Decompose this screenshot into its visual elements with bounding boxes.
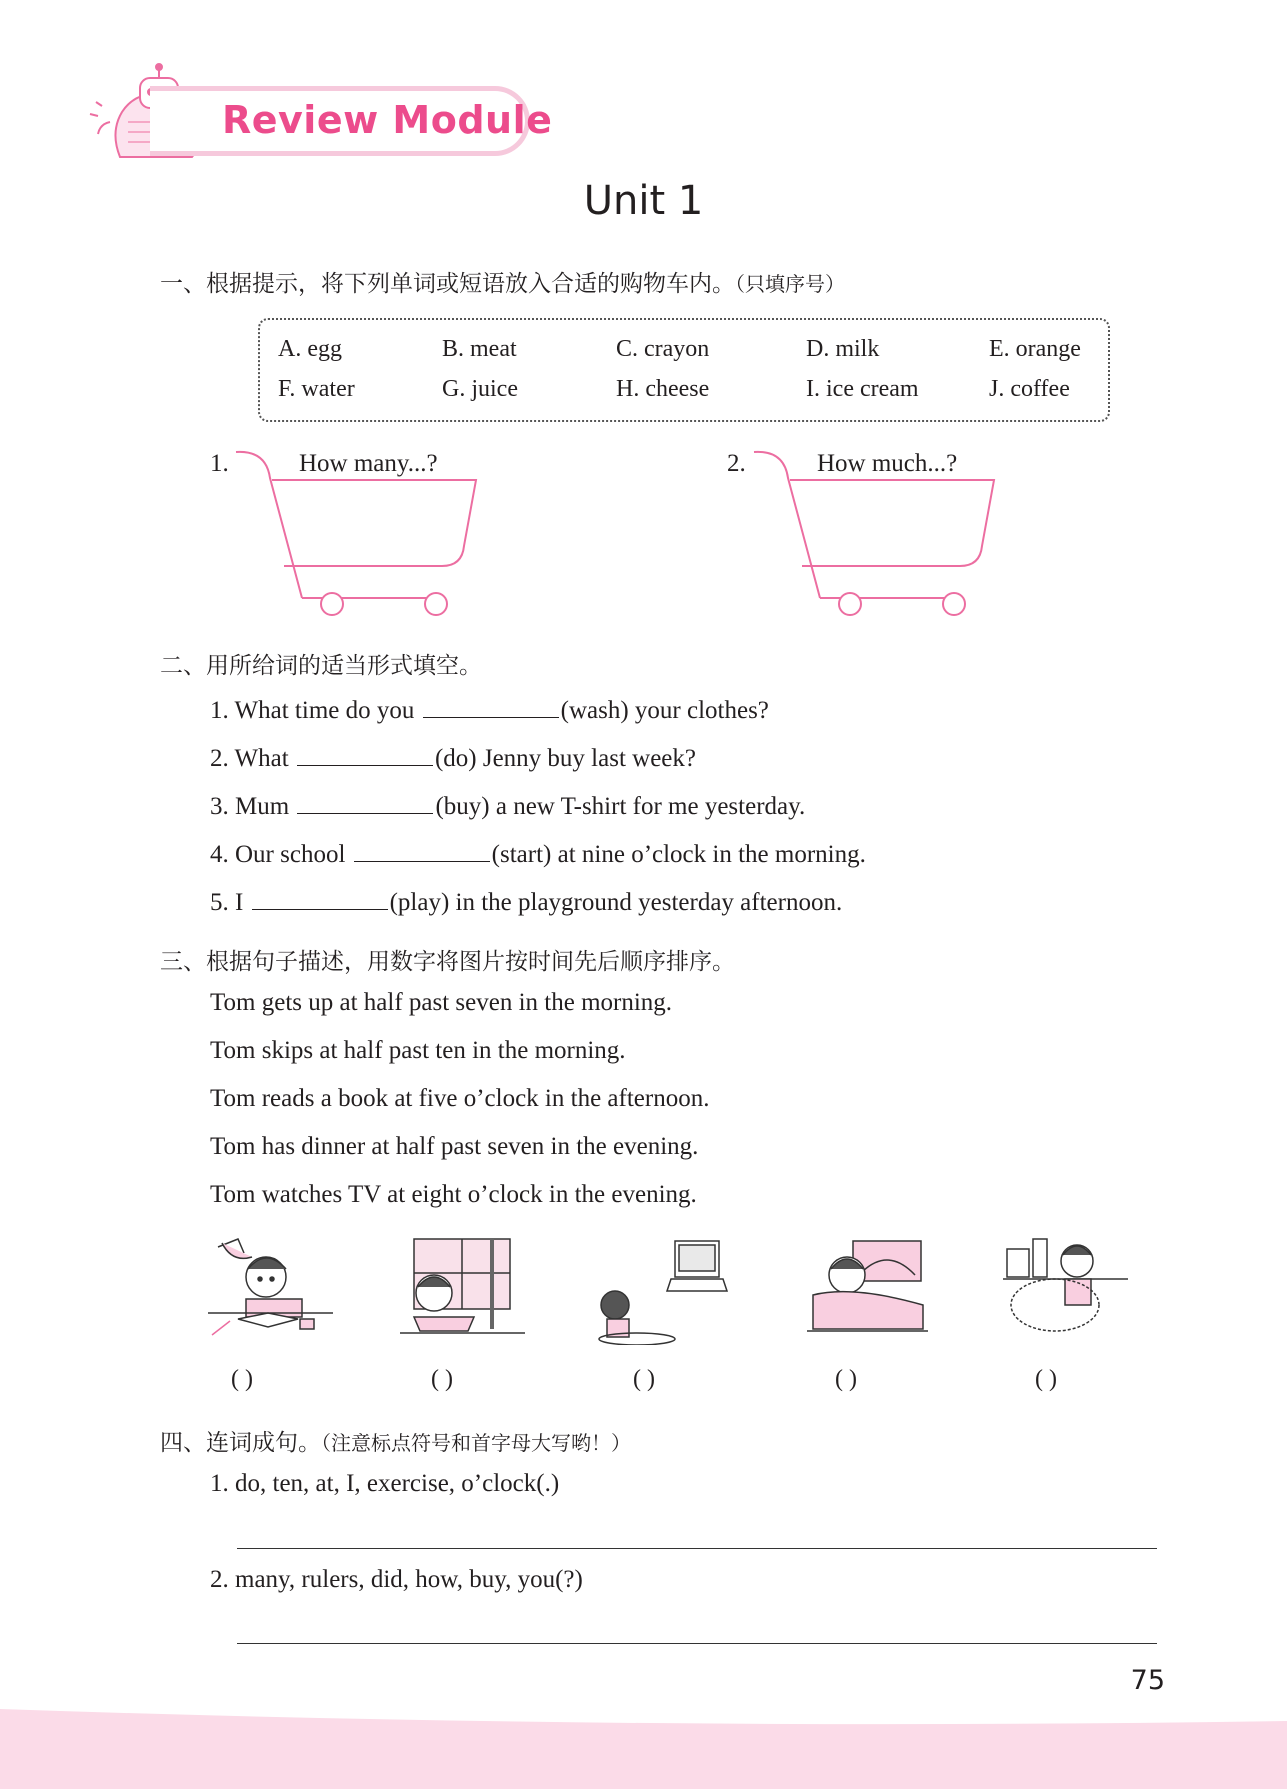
- sentence-item: 1. do, ten, at, I, exercise, o’clock(.): [210, 1470, 560, 1497]
- sequence-sentence: Tom skips at half past ten in the morning.: [210, 1037, 626, 1064]
- banner-title: Review Module: [222, 98, 553, 142]
- section2-heading: [160, 647, 482, 680]
- cart-2-number: 2.: [727, 450, 746, 477]
- section3-heading: [160, 943, 735, 976]
- tom-getting-up-picture: [803, 1235, 933, 1345]
- fill-blank-item: 1. What time do you (wash) your clothes?: [210, 693, 769, 725]
- section2-instruction: 用所给词的适当形式填空。: [206, 653, 482, 679]
- tom-dinner-picture: [400, 1235, 530, 1345]
- unit-title: Unit 1: [583, 178, 704, 224]
- word-option: E. orange: [989, 336, 1081, 362]
- sequence-sentence: Tom gets up at half past seven in the morning.: [210, 989, 673, 1016]
- answer-line[interactable]: [237, 1643, 1157, 1644]
- order-answer-parens[interactable]: ( ): [633, 1366, 655, 1392]
- fill-blank-item: 5. I (play) in the playground yesterday afternoon.: [210, 885, 842, 917]
- sequence-sentence: Tom watches TV at eight o’clock in the evening.: [210, 1181, 697, 1208]
- cart-1-label: How many...?: [299, 450, 438, 477]
- answer-blank[interactable]: [423, 693, 559, 718]
- order-answer-parens[interactable]: ( ): [431, 1366, 453, 1392]
- answer-blank[interactable]: [297, 741, 433, 766]
- answer-blank[interactable]: [354, 837, 490, 862]
- section4-number: 四、: [160, 1430, 206, 1456]
- fill-blank-item: 4. Our school (start) at nine o’clock in the morning.: [210, 837, 866, 869]
- sequence-sentence: Tom has dinner at half past seven in the evening.: [210, 1133, 699, 1160]
- tom-reading-picture: [208, 1235, 338, 1345]
- section4-note: （注意标点符号和首字母大写哟！）: [321, 1431, 631, 1455]
- section1-number: 一、: [160, 271, 206, 297]
- section1-heading: [160, 265, 845, 298]
- order-answer-parens[interactable]: ( ): [231, 1366, 253, 1392]
- shopping-cart-1-icon: [232, 448, 492, 618]
- answer-line[interactable]: [237, 1548, 1157, 1549]
- sentence-item: 2. many, rulers, did, how, buy, you(?): [210, 1566, 583, 1593]
- section2-number: 二、: [160, 653, 206, 679]
- shopping-cart-2-icon: [750, 448, 1010, 618]
- sequence-sentence: Tom reads a book at five o’clock in the afternoon.: [210, 1085, 710, 1112]
- tom-watching-tv-picture: [597, 1235, 737, 1345]
- section3-number: 三、: [160, 949, 206, 975]
- tom-skipping-picture: [1003, 1235, 1133, 1345]
- word-option: J. coffee: [989, 376, 1070, 402]
- answer-blank[interactable]: [297, 789, 433, 814]
- section4-instruction: 连词成句。: [206, 1430, 321, 1456]
- answer-blank[interactable]: [252, 885, 388, 910]
- section1-note: （只填序号）: [735, 272, 845, 296]
- word-option: B. meat: [442, 336, 517, 362]
- fill-blank-item: 2. What (do) Jenny buy last week?: [210, 741, 696, 773]
- bottom-pink-band: [0, 1709, 1287, 1789]
- cart-1-number: 1.: [210, 450, 229, 477]
- order-answer-parens[interactable]: ( ): [1035, 1366, 1057, 1392]
- word-option: H. cheese: [616, 376, 710, 402]
- page-number: 75: [1130, 1665, 1165, 1696]
- cart-2-label: How much...?: [817, 450, 958, 477]
- section4-heading: [160, 1424, 631, 1457]
- word-option: D. milk: [806, 336, 880, 362]
- word-option: F. water: [278, 376, 355, 402]
- word-box: [258, 318, 1110, 422]
- section3-instruction: 根据句子描述，用数字将图片按时间先后顺序排序。: [206, 949, 735, 975]
- order-answer-parens[interactable]: ( ): [835, 1366, 857, 1392]
- word-option: C. crayon: [616, 336, 710, 362]
- word-option: G. juice: [442, 376, 518, 402]
- word-option: A. egg: [278, 336, 342, 362]
- fill-blank-item: 3. Mum (buy) a new T-shirt for me yesterday.: [210, 789, 805, 821]
- section1-instruction: 根据提示，将下列单词或短语放入合适的购物车内。: [206, 271, 735, 297]
- word-option: I. ice cream: [806, 376, 919, 402]
